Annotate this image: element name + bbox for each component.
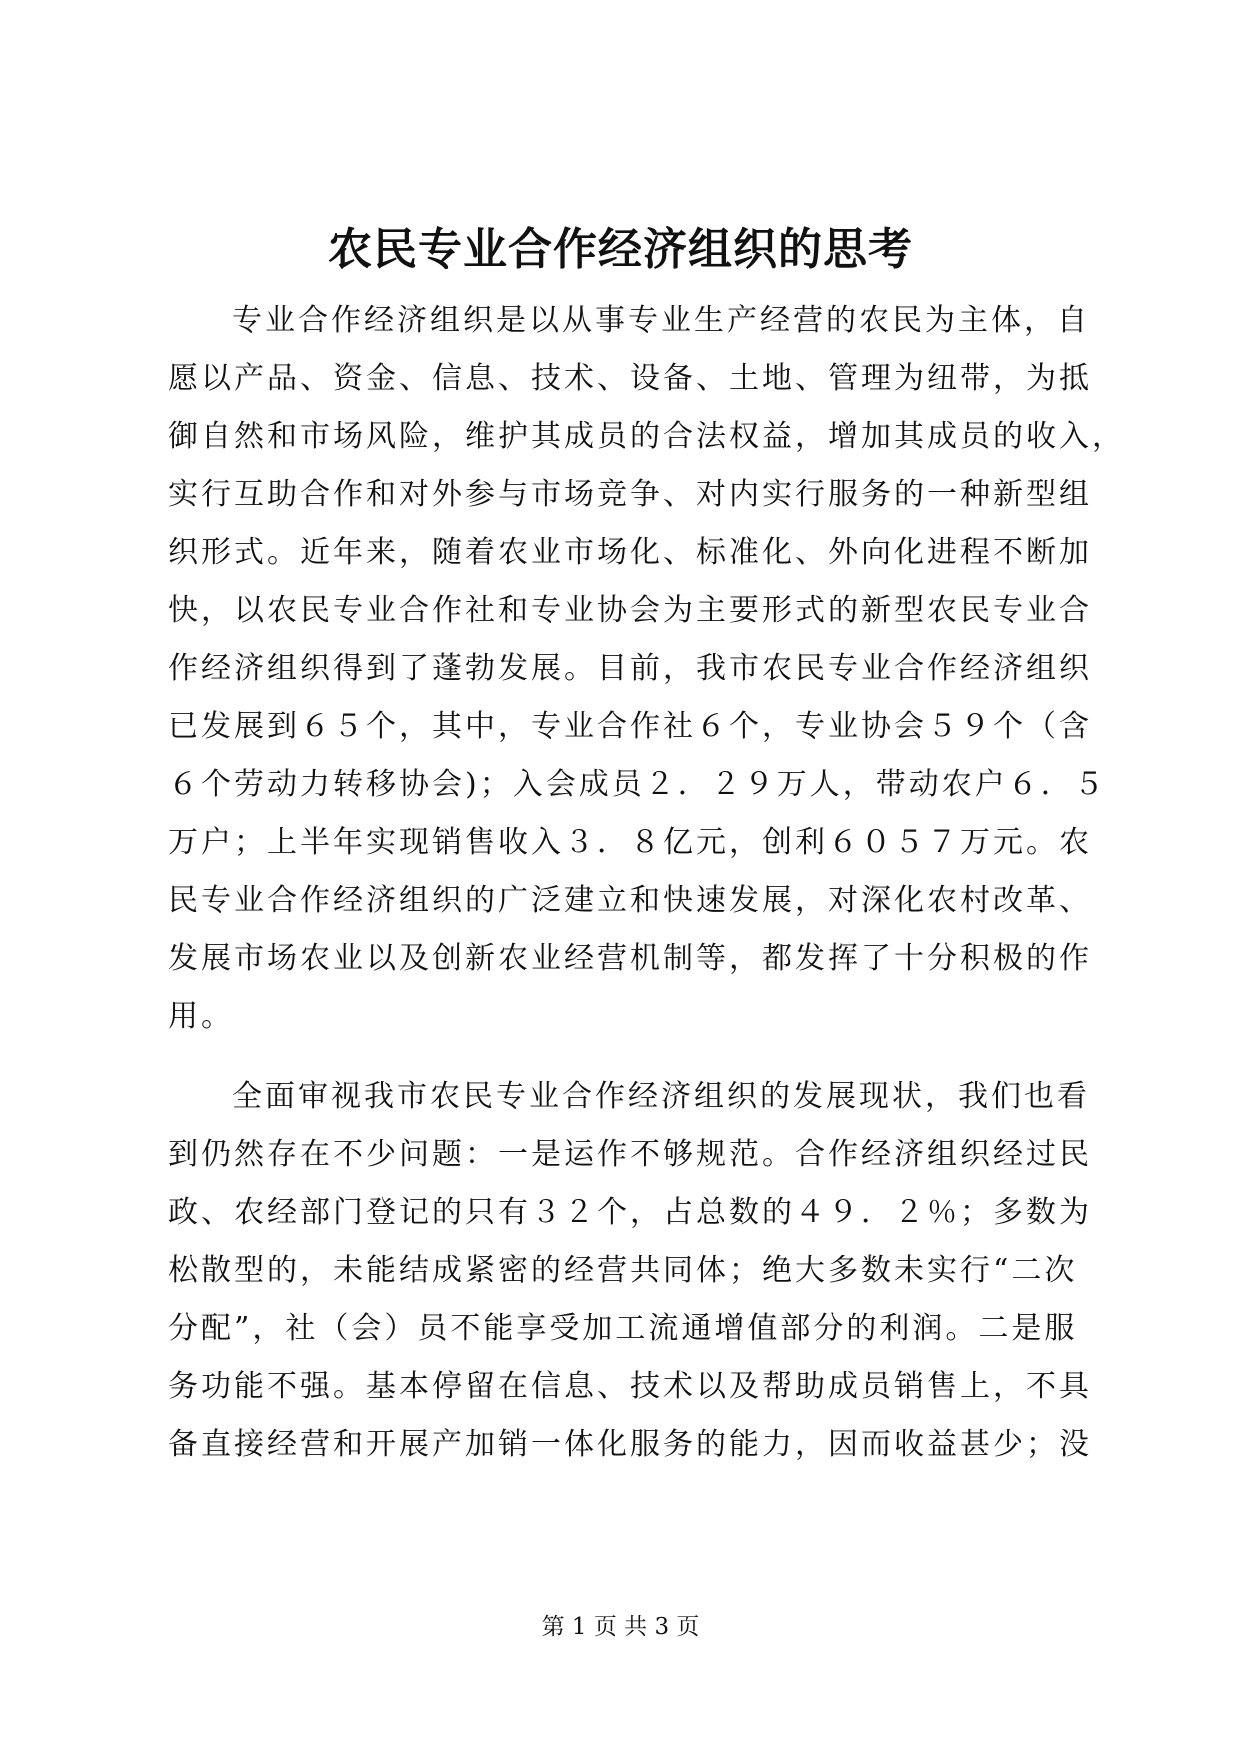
page-footer: 第 1 页 共 3 页	[541, 1614, 700, 1640]
paragraph-line: 备直接经营和开展产加销一体化服务的能力，因而收益甚少；没	[168, 1427, 1092, 1462]
paragraph-line: 松散型的，未能结成紧密的经营共同体；绝大多数未实行“二次	[168, 1253, 1078, 1288]
paragraph-line: 快，以农民专业合作社和专业协会为主要形式的新型农民专业合	[168, 593, 1092, 628]
document-body	[168, 292, 1125, 1474]
paragraph-line: 民专业合作经济组织的广泛建立和快速发展，对深化农村改革、	[168, 883, 1092, 918]
paragraph-line: 实行互助合作和对外参与市场竞争、对内实行服务的一种新型组	[168, 477, 1092, 512]
paragraph-line: 作经济组织得到了蓬勃发展。目前，我市农民专业合作经济组织	[168, 651, 1092, 686]
paragraph-line: 御自然和市场风险，维护其成员的合法权益，增加其成员的收入，	[168, 419, 1125, 454]
paragraph-1	[168, 292, 1125, 1046]
paragraph-line: 到仍然存在不少问题：一是运作不够规范。合作经济组织经过民	[168, 1137, 1092, 1172]
paragraph-spacer	[168, 1046, 1090, 1068]
paragraph-line: 发展市场农业以及创新农业经营机制等，都发挥了十分积极的作	[168, 941, 1092, 976]
paragraph-line: 用。	[168, 999, 234, 1034]
paragraph-line: 全面审视我市农民专业合作经济组织的发展现状，我们也看	[232, 1079, 1090, 1114]
paragraph-line: ６个劳动力转移协会)；入会成员２．２９万人，带动农户６．５	[168, 767, 1107, 802]
paragraph-line: 专业合作经济组织是以从事专业生产经营的农民为主体，自	[232, 303, 1090, 338]
paragraph-line: 织形式。近年来，随着农业市场化、标准化、外向化进程不断加	[168, 535, 1092, 570]
paragraph-line: 分配”，社（会）员不能享受加工流通增值部分的利润。二是服	[168, 1311, 1078, 1346]
paragraph-line: 务功能不强。基本停留在信息、技术以及帮助成员销售上，不具	[168, 1369, 1092, 1404]
paragraph-line: 已发展到６５个，其中，专业合作社６个，专业协会５９个（含	[168, 709, 1092, 744]
paragraph-line: 万户；上半年实现销售收入３．８亿元，创利６０５７万元。农	[168, 825, 1092, 860]
paragraph-line: 政、农经部门登记的只有３２个，占总数的４９．２％；多数为	[168, 1195, 1092, 1230]
paragraph-2	[168, 1068, 1090, 1474]
document-title: 农民专业合作经济组织的思考	[328, 224, 913, 275]
paragraph-line: 愿以产品、资金、信息、技术、设备、土地、管理为纽带，为抵	[168, 361, 1092, 396]
